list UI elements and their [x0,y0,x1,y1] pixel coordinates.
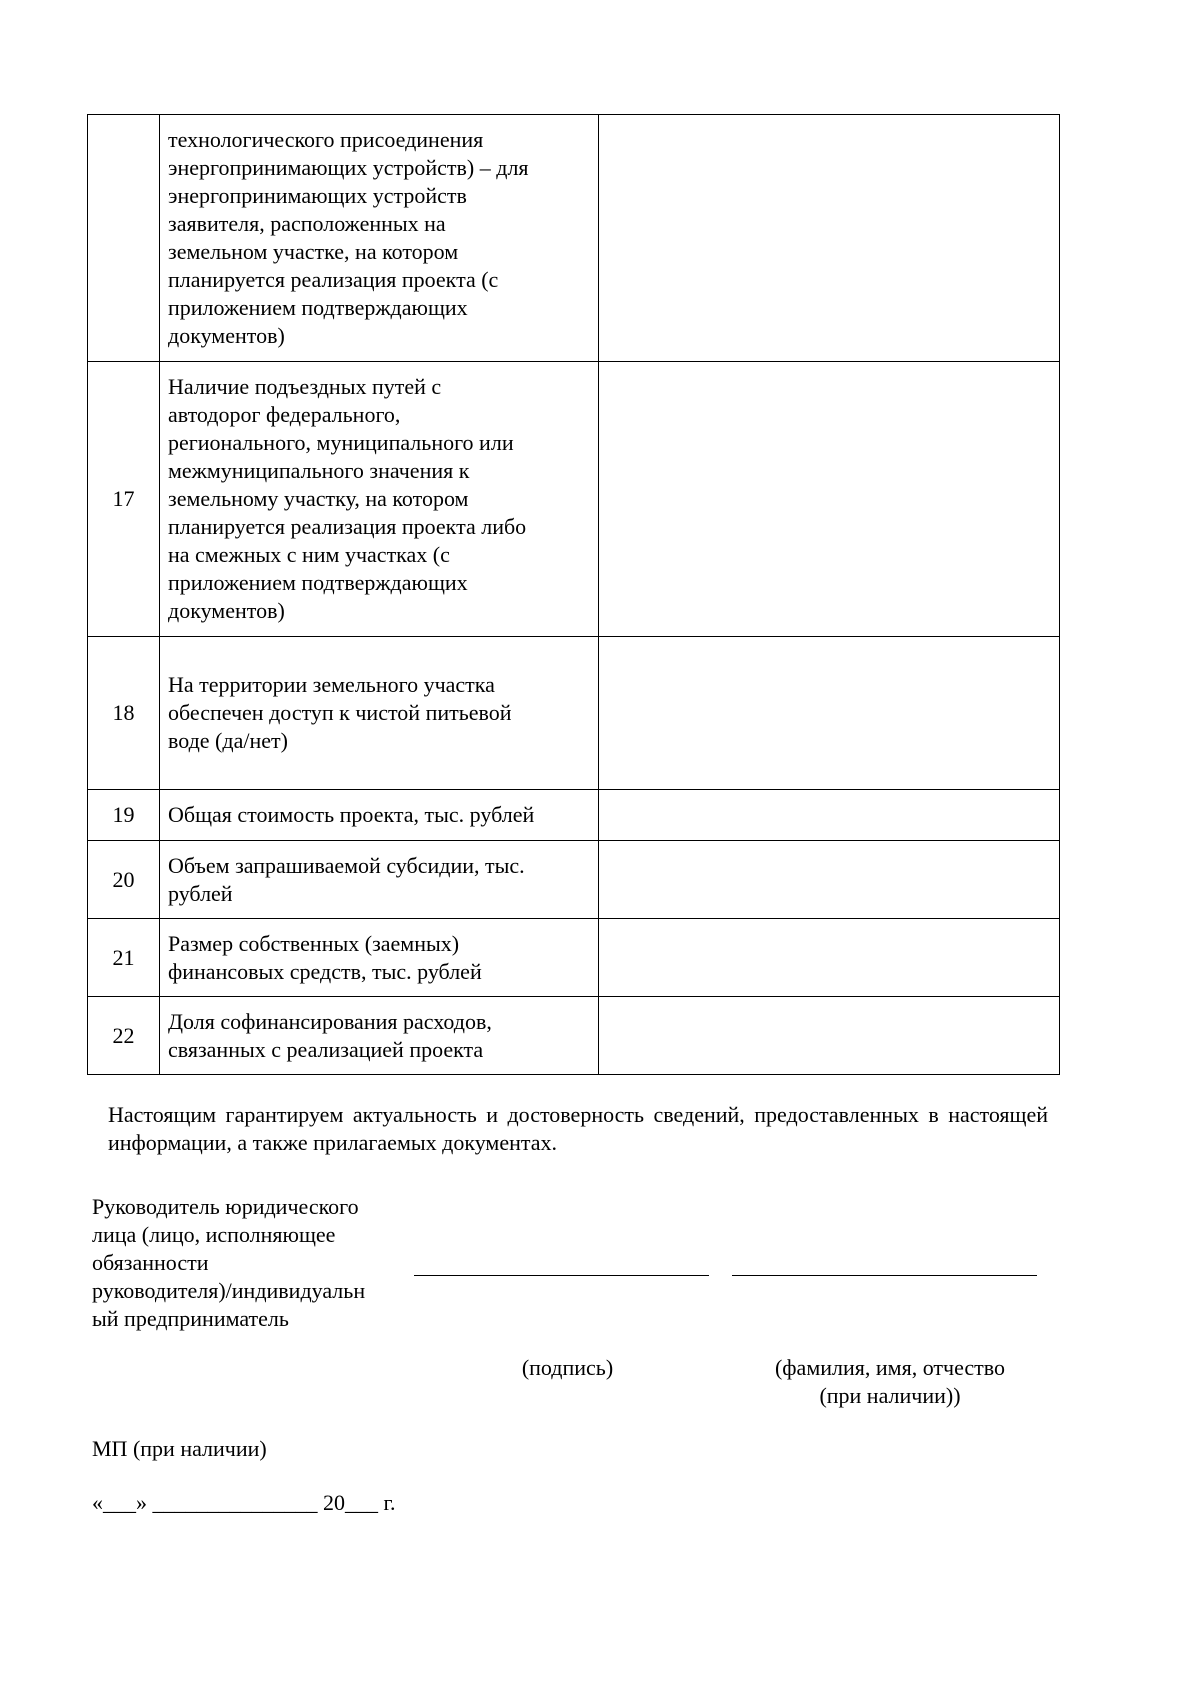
full-name-line[interactable] [732,1275,1037,1276]
guarantee-statement: Настоящим гарантируем актуальность и достоверность сведений, предоставленных в настоящей информации, а также прилагаемых документах. [108,1102,1048,1155]
row-value-cell[interactable] [599,637,1060,790]
signer-label: Руководитель юридического лица (лицо, исполняющее обязанности руководителя)/индивидуальн ый предприниматель [92,1194,366,1331]
row-description-cell [160,997,599,1075]
row-description: Размер собственных (заемных) финансовых средств, тыс. рублей [168,930,482,984]
row-description-cell [160,362,599,637]
row-description-cell [160,841,599,919]
project-info-table [87,114,1060,1075]
table-row [88,115,1060,362]
row-description-cell [160,919,599,997]
row-number-cell: 20 [88,841,160,919]
table-row [88,790,1060,841]
table-row [88,919,1060,997]
row-value-cell[interactable] [599,790,1060,841]
row-description: Наличие подъездных путей с автодорог федерального, регионального, муниципального или межмуниципального значения к земельному участку, на котором планируется реализация проекта либо на смежных с ним участках (с приложением подтверждающих документов) [168,374,527,623]
full-name-caption: (фамилия, имя, отчество (при наличии)) [774,1355,1006,1408]
row-description: Общая стоимость проекта, тыс. рублей [168,802,535,827]
signature-line[interactable] [414,1275,709,1276]
row-value-cell[interactable] [599,997,1060,1075]
table-row [88,362,1060,637]
row-value-cell[interactable] [599,362,1060,637]
row-value-cell[interactable] [599,841,1060,919]
table-row [88,997,1060,1075]
table-row [88,637,1060,790]
row-description-cell [160,637,599,790]
signature-caption: (подпись) [521,1355,614,1380]
row-number-cell: 18 [88,637,160,790]
row-description-cell [160,790,599,841]
row-number-cell: 17 [88,362,160,637]
table-row [88,841,1060,919]
row-description: технологического присоединения энергопринимающих устройств) – для энергопринимающих устройств заявителя, расположенных на земельном участке, на котором планируется реализация проекта (с приложением подтверждающих документов) [168,127,529,348]
row-number-cell: 22 [88,997,160,1075]
row-description-cell [160,115,599,362]
row-number-cell: 19 [88,790,160,841]
date-line[interactable]: «___» _______________ 20___ г. [92,1490,396,1515]
row-value-cell[interactable] [599,919,1060,997]
row-number-cell: 21 [88,919,160,997]
stamp-label: МП (при наличии) [92,1436,267,1461]
row-description: Доля софинансирования расходов, связанных с реализацией проекта [168,1008,492,1062]
row-description: На территории земельного участка обеспечен доступ к чистой питьевой воде (да/нет) [168,672,512,753]
row-number-cell [88,115,160,362]
row-value-cell[interactable] [599,115,1060,362]
row-description: Объем запрашиваемой субсидии, тыс. рублей [168,852,525,906]
